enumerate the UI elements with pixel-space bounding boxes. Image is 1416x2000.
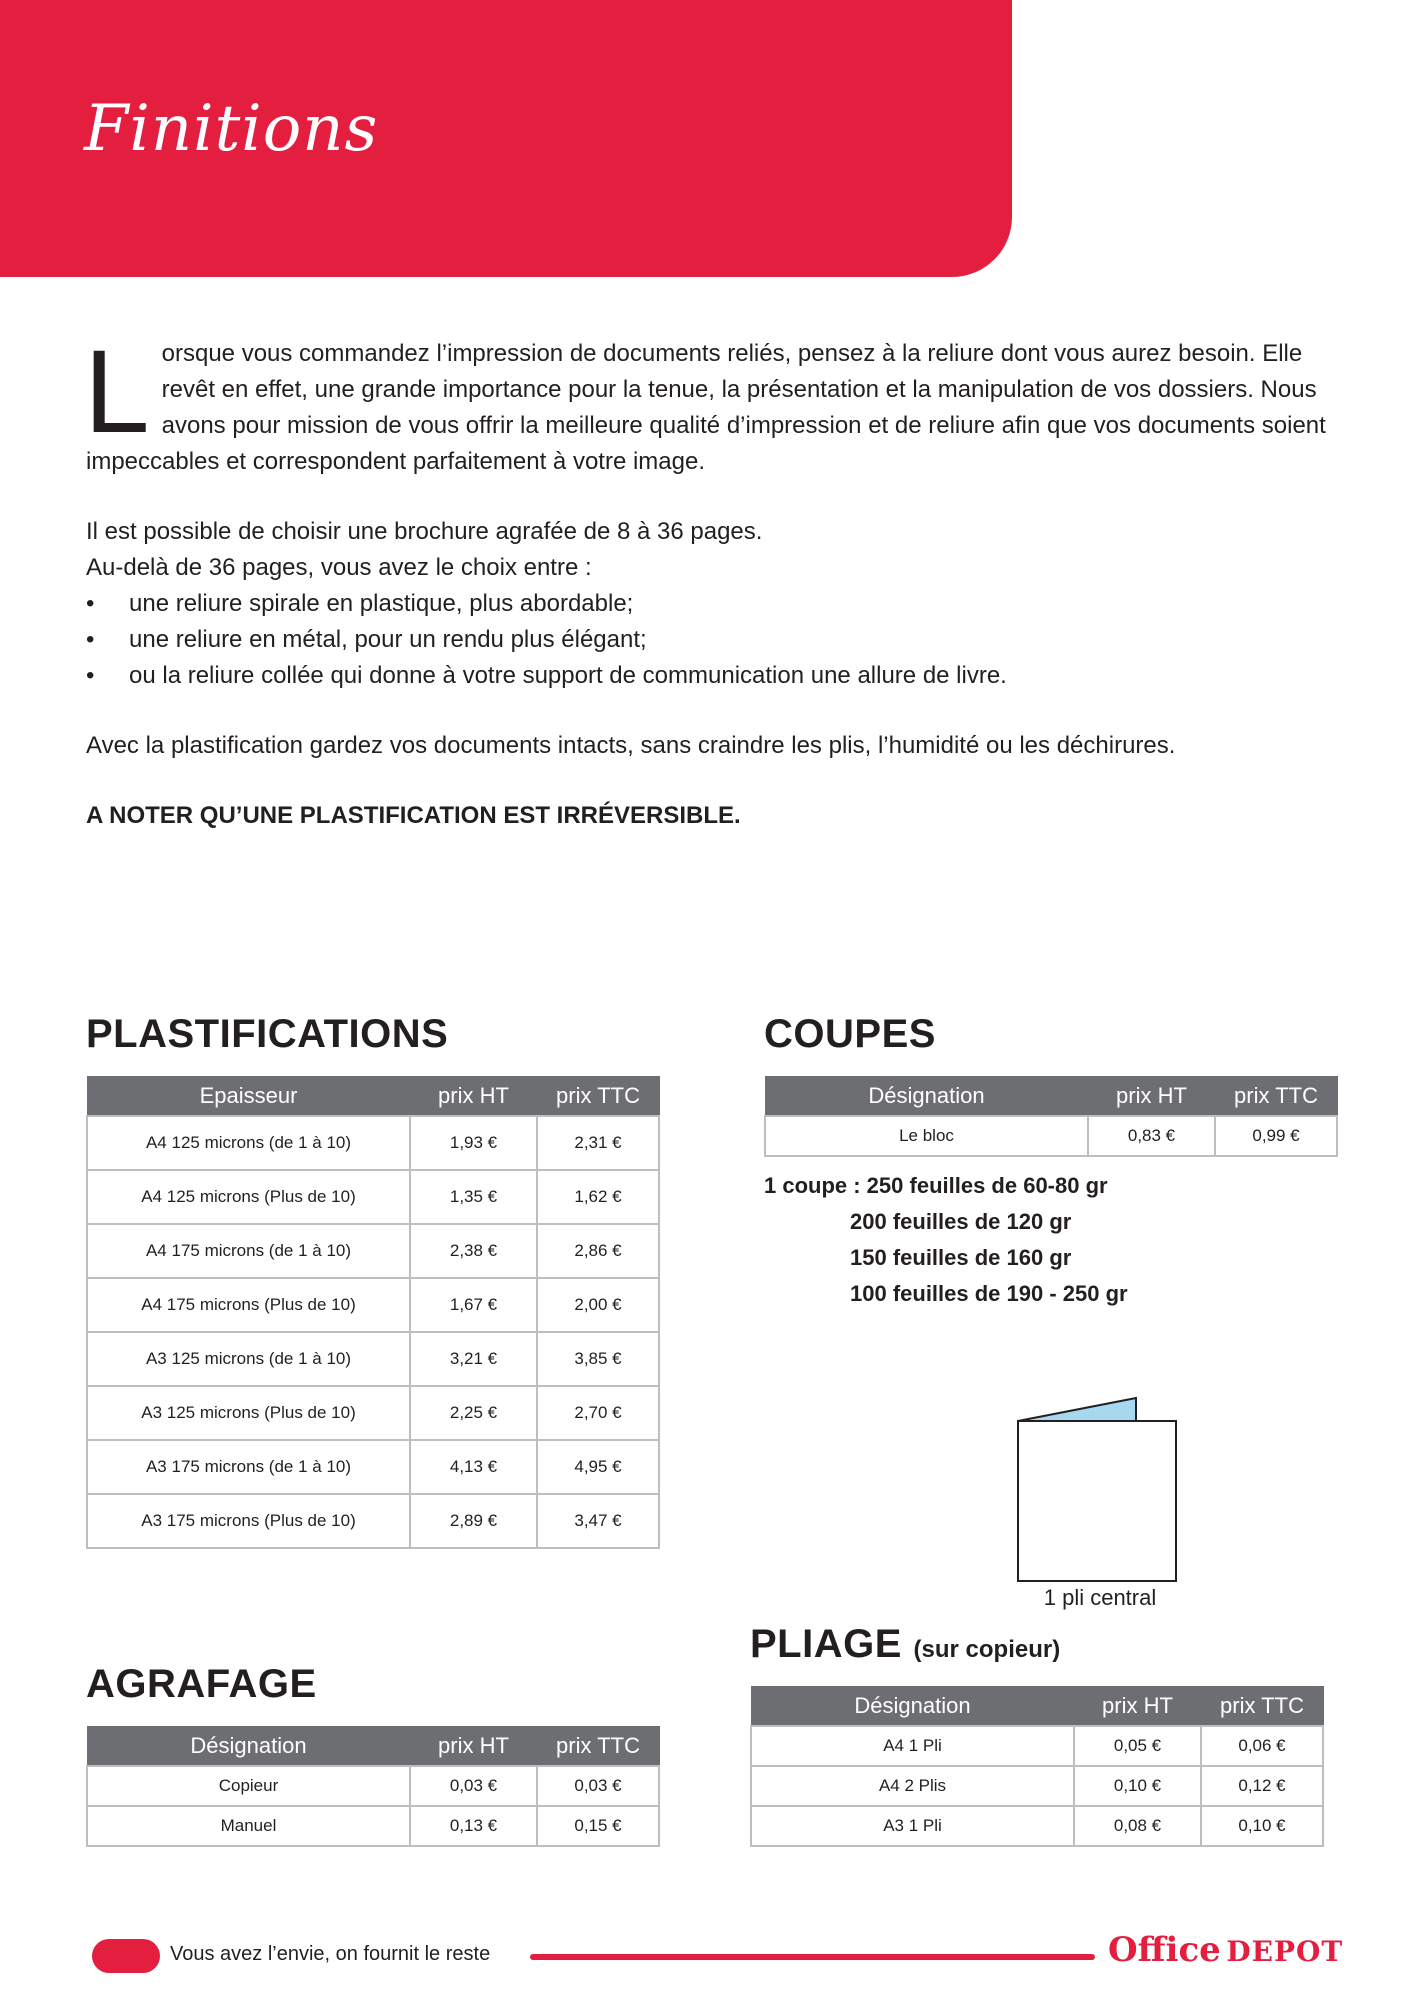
table-cell: A4 2 Plis (751, 1766, 1074, 1806)
table-cell: Le bloc (765, 1116, 1088, 1156)
table-row (87, 1170, 659, 1224)
table-cell: 0,12 € (1201, 1766, 1323, 1806)
table-row (87, 1386, 659, 1440)
table-cell: A4 175 microns (de 1 à 10) (87, 1224, 410, 1278)
table-cell: 2,38 € (410, 1224, 537, 1278)
table-row (87, 1278, 659, 1332)
plastifications-table (86, 1076, 660, 1549)
central-fold-diagram (1010, 1388, 1190, 1588)
table-cell: 1,35 € (410, 1170, 537, 1224)
table-cell: A4 175 microns (Plus de 10) (87, 1278, 410, 1332)
column-header: Epaisseur (87, 1077, 410, 1117)
table-cell: 2,00 € (537, 1278, 659, 1332)
column-header: prix HT (1088, 1077, 1215, 1117)
footer-divider (530, 1954, 1095, 1960)
table-cell: A3 125 microns (Plus de 10) (87, 1386, 410, 1440)
coupes-info-line: 100 feuilles de 190 - 250 gr (850, 1281, 1128, 1306)
column-header: Désignation (751, 1687, 1074, 1727)
table-header-row (87, 1727, 659, 1767)
table-cell: 0,05 € (1074, 1726, 1201, 1766)
table-row (87, 1766, 659, 1806)
footer-slogan: Vous avez l’envie, on fournit le reste (170, 1943, 491, 1965)
table-header-row (765, 1077, 1337, 1117)
pliage-subtitle: (sur copieur) (913, 1636, 1061, 1663)
table-cell: 0,13 € (410, 1806, 537, 1846)
list-item (86, 586, 1334, 622)
table-cell: 0,08 € (1074, 1806, 1201, 1846)
column-header: prix HT (410, 1077, 537, 1117)
table-cell: 2,89 € (410, 1494, 537, 1548)
table-row (87, 1224, 659, 1278)
column-header: prix TTC (537, 1727, 659, 1767)
table-cell: A4 1 Pli (751, 1726, 1074, 1766)
coupes-info (764, 1168, 1128, 1312)
binding-choice-line: Au-delà de 36 pages, vous avez le choix entre : (86, 554, 592, 581)
pliage-table (750, 1686, 1324, 1847)
table-cell: 0,10 € (1074, 1766, 1201, 1806)
list-item (86, 658, 1334, 694)
logo-word-office: Office (1108, 1930, 1221, 1970)
table-cell: A3 1 Pli (751, 1806, 1074, 1846)
table-cell: 2,70 € (537, 1386, 659, 1440)
coupes-title: COUPES (764, 1012, 936, 1056)
table-row (87, 1440, 659, 1494)
header-banner (0, 0, 1012, 277)
table-header-row (751, 1687, 1323, 1727)
drop-cap: L (84, 326, 150, 458)
table-cell: 3,85 € (537, 1332, 659, 1386)
bullet-icon: • (86, 626, 95, 653)
table-row (751, 1806, 1323, 1846)
column-header: prix TTC (1201, 1687, 1323, 1727)
list-item-text: une reliure spirale en plastique, plus abordable; (129, 590, 634, 617)
table-cell: 4,13 € (410, 1440, 537, 1494)
column-header: Désignation (765, 1077, 1088, 1117)
coupes-table (764, 1076, 1338, 1157)
coupes-info-line: 1 coupe : 250 feuilles de 60-80 gr (764, 1173, 1108, 1198)
fold-flap (1018, 1398, 1136, 1421)
fold-label: 1 pli central (1043, 1585, 1157, 1610)
column-header: prix HT (410, 1727, 537, 1767)
lamination-text: Avec la plastification gardez vos documents intacts, sans craindre les plis, l’humidité ou les déchirures. (86, 732, 1176, 759)
table-cell: 0,03 € (537, 1766, 659, 1806)
table-row (87, 1116, 659, 1170)
logo-word-depot: DEPOT (1226, 1935, 1344, 1968)
list-item-text: ou la reliure collée qui donne à votre support de communication une allure de livre. (129, 662, 1007, 689)
table-cell: 0,99 € (1215, 1116, 1337, 1156)
binding-options-list (86, 586, 1334, 694)
table-cell: A3 125 microns (de 1 à 10) (87, 1332, 410, 1386)
table-cell: Copieur (87, 1766, 410, 1806)
office-depot-logo (1108, 1930, 1343, 1970)
bullet-icon: • (86, 662, 95, 689)
table-row (765, 1116, 1337, 1156)
table-cell: 1,93 € (410, 1116, 537, 1170)
plastifications-title: PLASTIFICATIONS (86, 1012, 449, 1056)
intro-text (84, 326, 1334, 834)
table-row (87, 1332, 659, 1386)
list-item-text: une reliure en métal, pour un rendu plus élégant; (129, 626, 647, 653)
intro-paragraph (84, 326, 1334, 480)
table-cell: 4,95 € (537, 1440, 659, 1494)
list-item (86, 622, 1334, 658)
table-cell: 2,25 € (410, 1386, 537, 1440)
table-cell: A4 125 microns (Plus de 10) (87, 1170, 410, 1224)
folded-sheet (1018, 1421, 1176, 1581)
table-cell: 1,67 € (410, 1278, 537, 1332)
table-cell: Manuel (87, 1806, 410, 1846)
table-cell: 0,83 € (1088, 1116, 1215, 1156)
table-cell: A3 175 microns (de 1 à 10) (87, 1440, 410, 1494)
table-cell: 2,31 € (537, 1116, 659, 1170)
column-header: Désignation (87, 1727, 410, 1767)
intro-paragraph-text: orsque vous commandez l’impression de documents reliés, pensez à la reliure dont vous aurez besoin. Elle revêt en effet, une grande importance pour la tenue, la présentation et la manipulation de vos dossiers. Nous avons pour mission de vous offrir la meilleure qualité d’impression et de reliure afin que vos documents soient impeccables et correspondent parfaitement à votre image. (86, 340, 1326, 475)
table-cell: 1,62 € (537, 1170, 659, 1224)
pliage-title-text: PLIAGE (750, 1622, 902, 1666)
column-header: prix TTC (1215, 1077, 1337, 1117)
table-cell: A4 125 microns (de 1 à 10) (87, 1116, 410, 1170)
page-title: Finitions (84, 92, 379, 166)
stapled-brochure-line: Il est possible de choisir une brochure agrafée de 8 à 36 pages. (86, 518, 763, 545)
table-row (751, 1766, 1323, 1806)
coupes-info-line: 200 feuilles de 120 gr (850, 1209, 1072, 1234)
table-row (87, 1806, 659, 1846)
lamination-warning: A NOTER QU’UNE PLASTIFICATION EST IRRÉVERSIBLE. (86, 802, 741, 829)
bullet-icon: • (86, 590, 95, 617)
agrafage-title: AGRAFAGE (86, 1662, 317, 1706)
coupes-info-line: 150 feuilles de 160 gr (850, 1245, 1072, 1270)
table-header-row (87, 1077, 659, 1117)
table-cell: 3,21 € (410, 1332, 537, 1386)
column-header: prix HT (1074, 1687, 1201, 1727)
table-cell: 2,86 € (537, 1224, 659, 1278)
pliage-title (750, 1622, 1060, 1667)
table-cell: 0,10 € (1201, 1806, 1323, 1846)
table-cell: 0,06 € (1201, 1726, 1323, 1766)
table-cell: 0,15 € (537, 1806, 659, 1846)
table-cell: 0,03 € (410, 1766, 537, 1806)
column-header: prix TTC (537, 1077, 659, 1117)
agrafage-table (86, 1726, 660, 1847)
table-row (87, 1494, 659, 1548)
table-cell: 3,47 € (537, 1494, 659, 1548)
table-cell: A3 175 microns (Plus de 10) (87, 1494, 410, 1548)
footer-pill-shape (92, 1939, 160, 1973)
table-row (751, 1726, 1323, 1766)
